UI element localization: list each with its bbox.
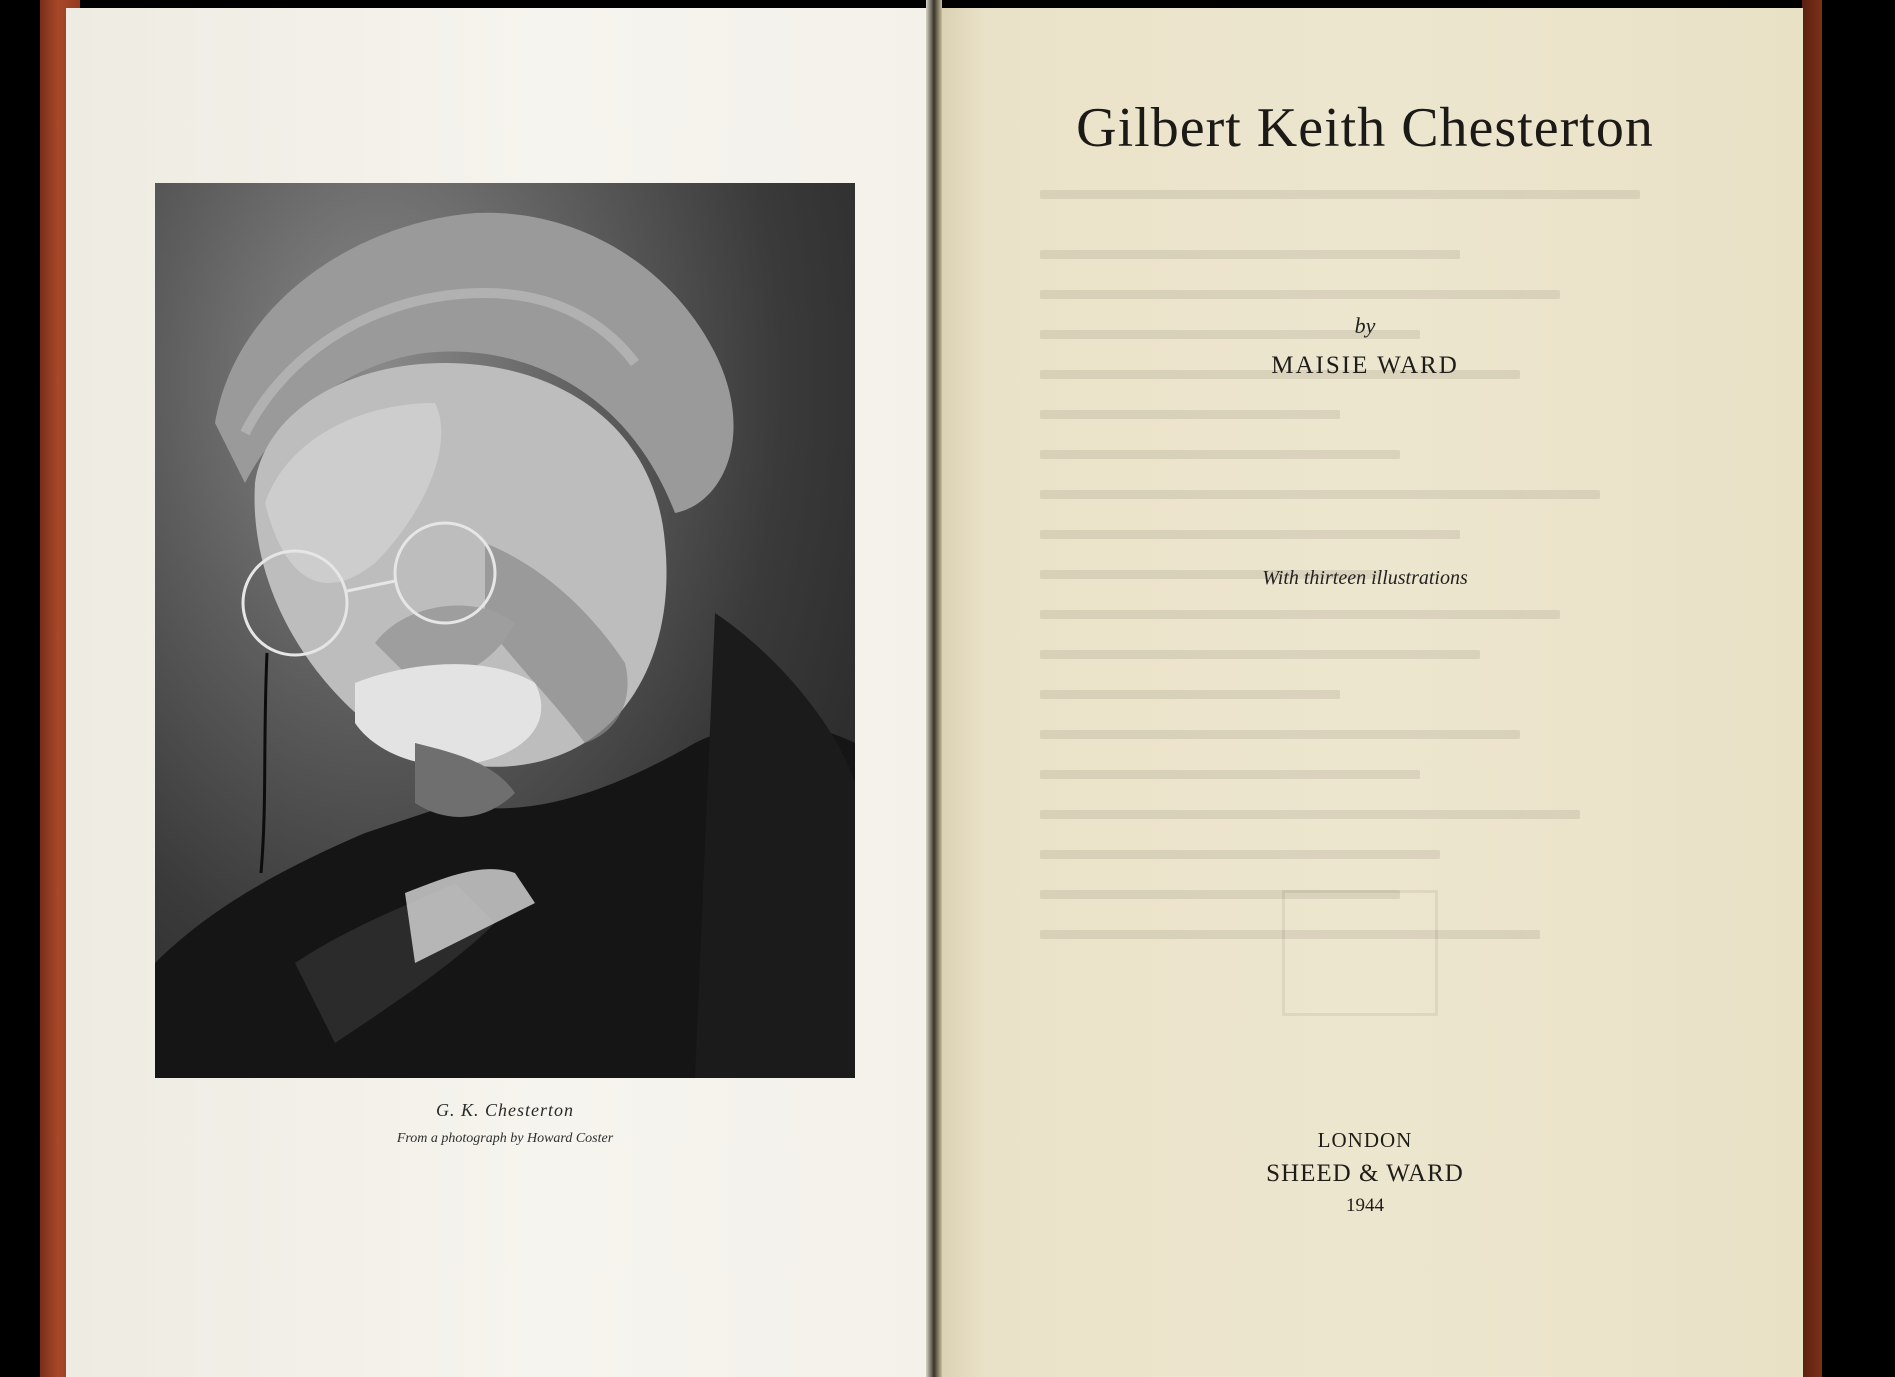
book-cover-cloth-right (1802, 0, 1822, 1377)
author-name: MAISIE WARD (1271, 352, 1459, 379)
library-stamp-showthrough (1282, 890, 1438, 1016)
byline-by: by (1354, 313, 1376, 338)
illustrations-note: With thirteen illustrations (1262, 567, 1468, 589)
portrait-caption-credit: From a photograph by Howard Coster (396, 1131, 614, 1146)
book-title: Gilbert Keith Chesterton (1076, 97, 1654, 159)
portrait-photograph (155, 183, 855, 1078)
book-gutter (926, 0, 942, 1377)
publisher-name: SHEED & WARD (1266, 1160, 1464, 1187)
portrait-illustration (155, 183, 855, 1078)
portrait-caption-title: G. K. Chesterton (435, 1100, 574, 1120)
publisher-city: LONDON (1317, 1128, 1413, 1152)
publication-year: 1944 (1346, 1195, 1384, 1216)
